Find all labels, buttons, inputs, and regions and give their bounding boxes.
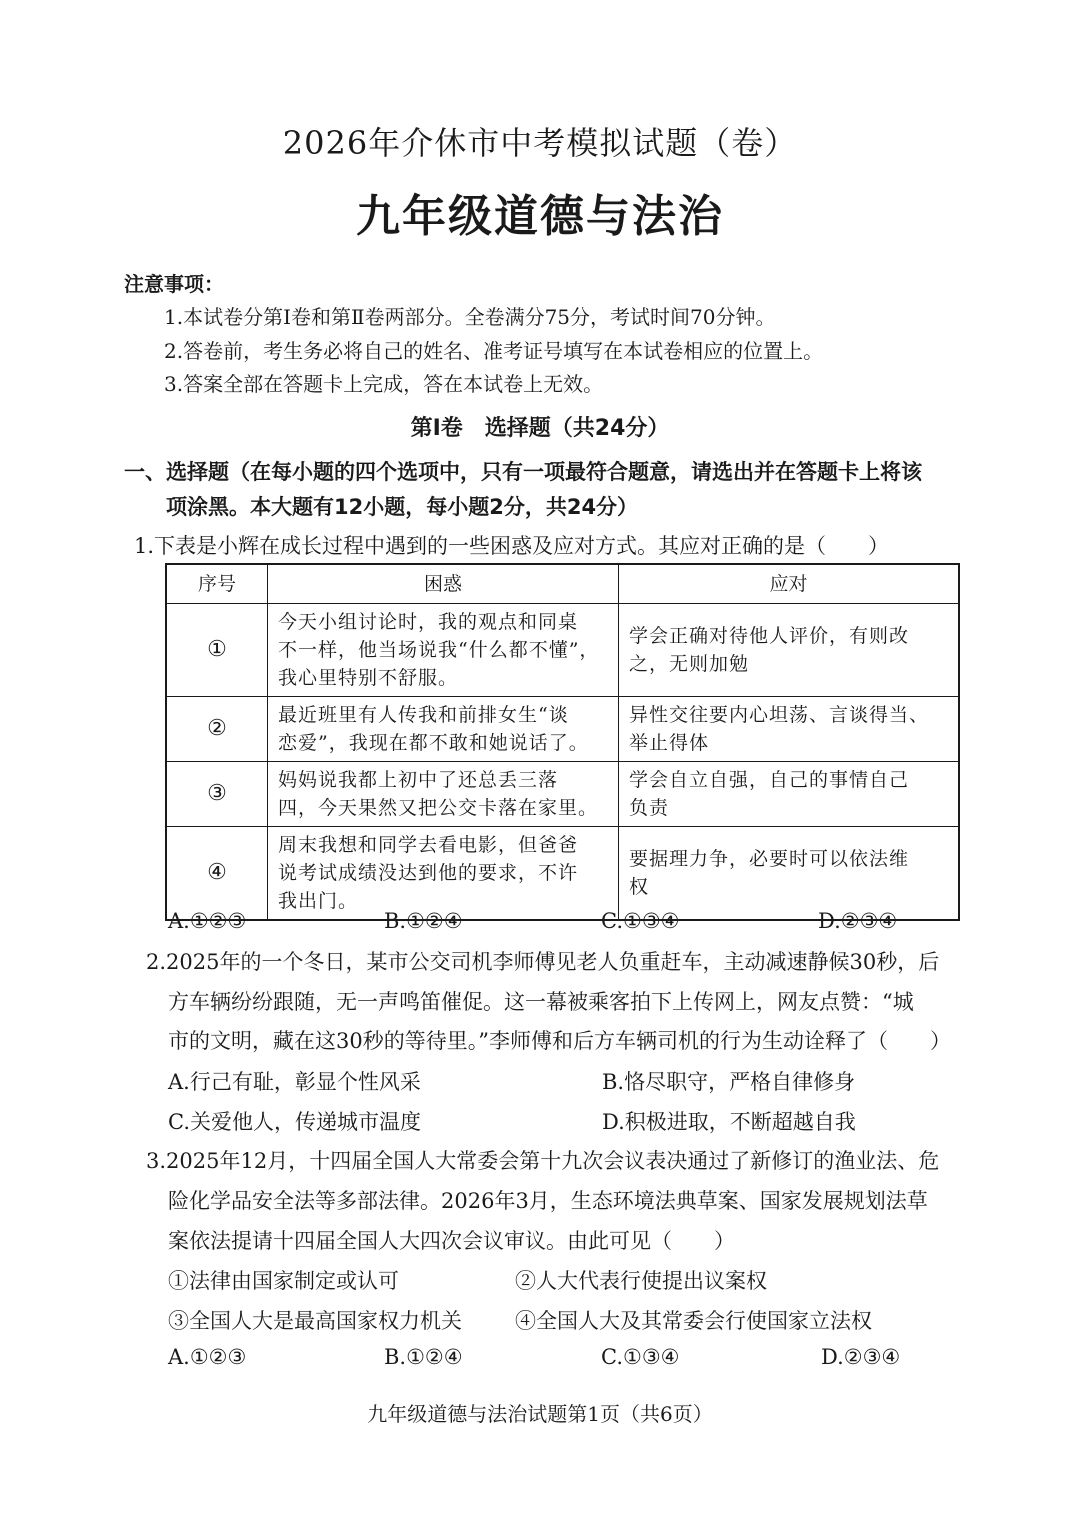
q3-option-d: D.②③④ bbox=[821, 1345, 901, 1369]
col-header-issue: 困惑 bbox=[268, 564, 619, 604]
col-header-response: 应对 bbox=[619, 564, 960, 604]
cell-line: 说考试成绩没达到他的要求，不许 bbox=[278, 862, 579, 884]
issue-cell bbox=[268, 827, 619, 921]
cell-line: 四，今天果然又把公交卡落在家里。 bbox=[278, 797, 599, 819]
question-3-line: 3.2025年12月，十四届全国人大常委会第十九次会议表决通过了新修订的渔业法、危 bbox=[146, 1149, 940, 1173]
cell-line: 负责 bbox=[629, 797, 670, 819]
cell-line: 我心里特别不舒服。 bbox=[278, 667, 459, 689]
row-number: ② bbox=[166, 697, 268, 762]
row-number: ④ bbox=[166, 827, 268, 921]
table-row bbox=[166, 697, 959, 762]
q3-statement-3: ③全国人大是最高国家权力机关 bbox=[168, 1309, 462, 1333]
q3-option-c: C.①③④ bbox=[601, 1345, 680, 1369]
question-1-stem: 1.下表是小辉在成长过程中遇到的一些困惑及应对方式。其应对正确的是（ ） bbox=[134, 534, 890, 558]
cell-line: 妈妈说我都上初中了还总丢三落 bbox=[278, 769, 559, 791]
cell-line: 周末我想和同学去看电影，但爸爸 bbox=[278, 834, 579, 856]
exam-title: 2026年介休市中考模拟试题（卷） bbox=[282, 124, 798, 162]
part-instructions-line2: 项涂黑。本大题有12小题，每小题2分，共24分） bbox=[166, 495, 639, 519]
q3-option-b: B.①②④ bbox=[384, 1345, 463, 1369]
notice-item: 3.答案全部在答题卡上完成，答在本试卷上无效。 bbox=[164, 372, 604, 396]
section-title: 第Ⅰ卷 选择题（共24分） bbox=[410, 416, 670, 441]
q1-table bbox=[165, 563, 960, 921]
row-number: ③ bbox=[166, 762, 268, 827]
notice-item: 1.本试卷分第Ⅰ卷和第Ⅱ卷两部分。全卷满分75分，考试时间70分钟。 bbox=[164, 305, 776, 329]
notice-heading: 注意事项： bbox=[124, 272, 224, 296]
cell-line: 恋爱”，我现在都不敢和她说话了。 bbox=[278, 732, 589, 754]
col-header-no: 序号 bbox=[166, 564, 268, 604]
cell-line: 学会正确对待他人评价，有则改 bbox=[629, 625, 910, 647]
cell-line: 举止得体 bbox=[629, 732, 710, 754]
table-header-row bbox=[166, 564, 959, 604]
issue-cell bbox=[268, 697, 619, 762]
q2-option-d: D.积极进取，不断超越自我 bbox=[602, 1110, 856, 1134]
page-footer: 九年级道德与法治试题第1页（共6页） bbox=[367, 1402, 713, 1426]
response-cell bbox=[619, 827, 960, 921]
q2-option-b: B.恪尽职守，严格自律修身 bbox=[602, 1070, 856, 1094]
table-row bbox=[166, 604, 959, 697]
question-3-line: 险化学品安全法等多部法律。2026年3月，生态环境法典草案、国家发展规划法草 bbox=[168, 1189, 928, 1213]
cell-line: 异性交往要内心坦荡、言谈得当、 bbox=[629, 704, 930, 726]
q1-option-b: B.①②④ bbox=[384, 909, 463, 933]
part-instructions-line1: 一、选择题（在每小题的四个选项中，只有一项最符合题意，请选出并在答题卡上将该 bbox=[124, 460, 922, 484]
question-3-line: 案依法提请十四届全国人大四次会议审议。由此可见（ ） bbox=[168, 1229, 735, 1253]
response-cell bbox=[619, 762, 960, 827]
cell-line: 我出门。 bbox=[278, 890, 359, 912]
cell-line: 最近班里有人传我和前排女生“谈 bbox=[278, 704, 569, 726]
q3-statement-1: ①法律由国家制定或认可 bbox=[168, 1269, 399, 1293]
q2-option-a: A.行己有耻，彰显个性风采 bbox=[168, 1070, 421, 1094]
table-row bbox=[166, 827, 959, 921]
q3-option-a: A.①②③ bbox=[168, 1345, 247, 1369]
q1-option-c: C.①③④ bbox=[601, 909, 680, 933]
cell-line: 之，无则加勉 bbox=[629, 653, 750, 675]
subject-title: 九年级道德与法治 bbox=[356, 191, 724, 242]
q1-option-a: A.①②③ bbox=[168, 909, 247, 933]
row-number: ① bbox=[166, 604, 268, 697]
q1-option-d: D.②③④ bbox=[818, 909, 898, 933]
issue-cell bbox=[268, 604, 619, 697]
question-2-line: 方车辆纷纷跟随，无一声鸣笛催促。这一幕被乘客拍下上传网上，网友点赞：“城 bbox=[168, 990, 914, 1014]
cell-line: 要据理力争，必要时可以依法维 bbox=[629, 848, 910, 870]
cell-line: 不一样，他当场说我“什么都不懂”， bbox=[278, 639, 600, 661]
q3-statement-2: ②人大代表行使提出议案权 bbox=[515, 1269, 767, 1293]
table-row bbox=[166, 762, 959, 827]
question-2-line: 市的文明，藏在这30秒的等待里。”李师傅和后方车辆司机的行为生动诠释了（ ） bbox=[168, 1029, 951, 1053]
cell-line: 今天小组讨论时，我的观点和同桌 bbox=[278, 611, 579, 633]
response-cell bbox=[619, 697, 960, 762]
question-2-line: 2.2025年的一个冬日，某市公交司机李师傅见老人负重赶车，主动减速静候30秒，后 bbox=[146, 950, 940, 974]
q2-option-c: C.关爱他人，传递城市温度 bbox=[168, 1110, 421, 1134]
notice-item: 2.答卷前，考生务必将自己的姓名、准考证号填写在本试卷相应的位置上。 bbox=[164, 339, 824, 363]
cell-line: 权 bbox=[629, 876, 650, 898]
response-cell bbox=[619, 604, 960, 697]
issue-cell bbox=[268, 762, 619, 827]
q3-statement-4: ④全国人大及其常委会行使国家立法权 bbox=[515, 1309, 872, 1333]
cell-line: 学会自立自强，自己的事情自己 bbox=[629, 769, 910, 791]
